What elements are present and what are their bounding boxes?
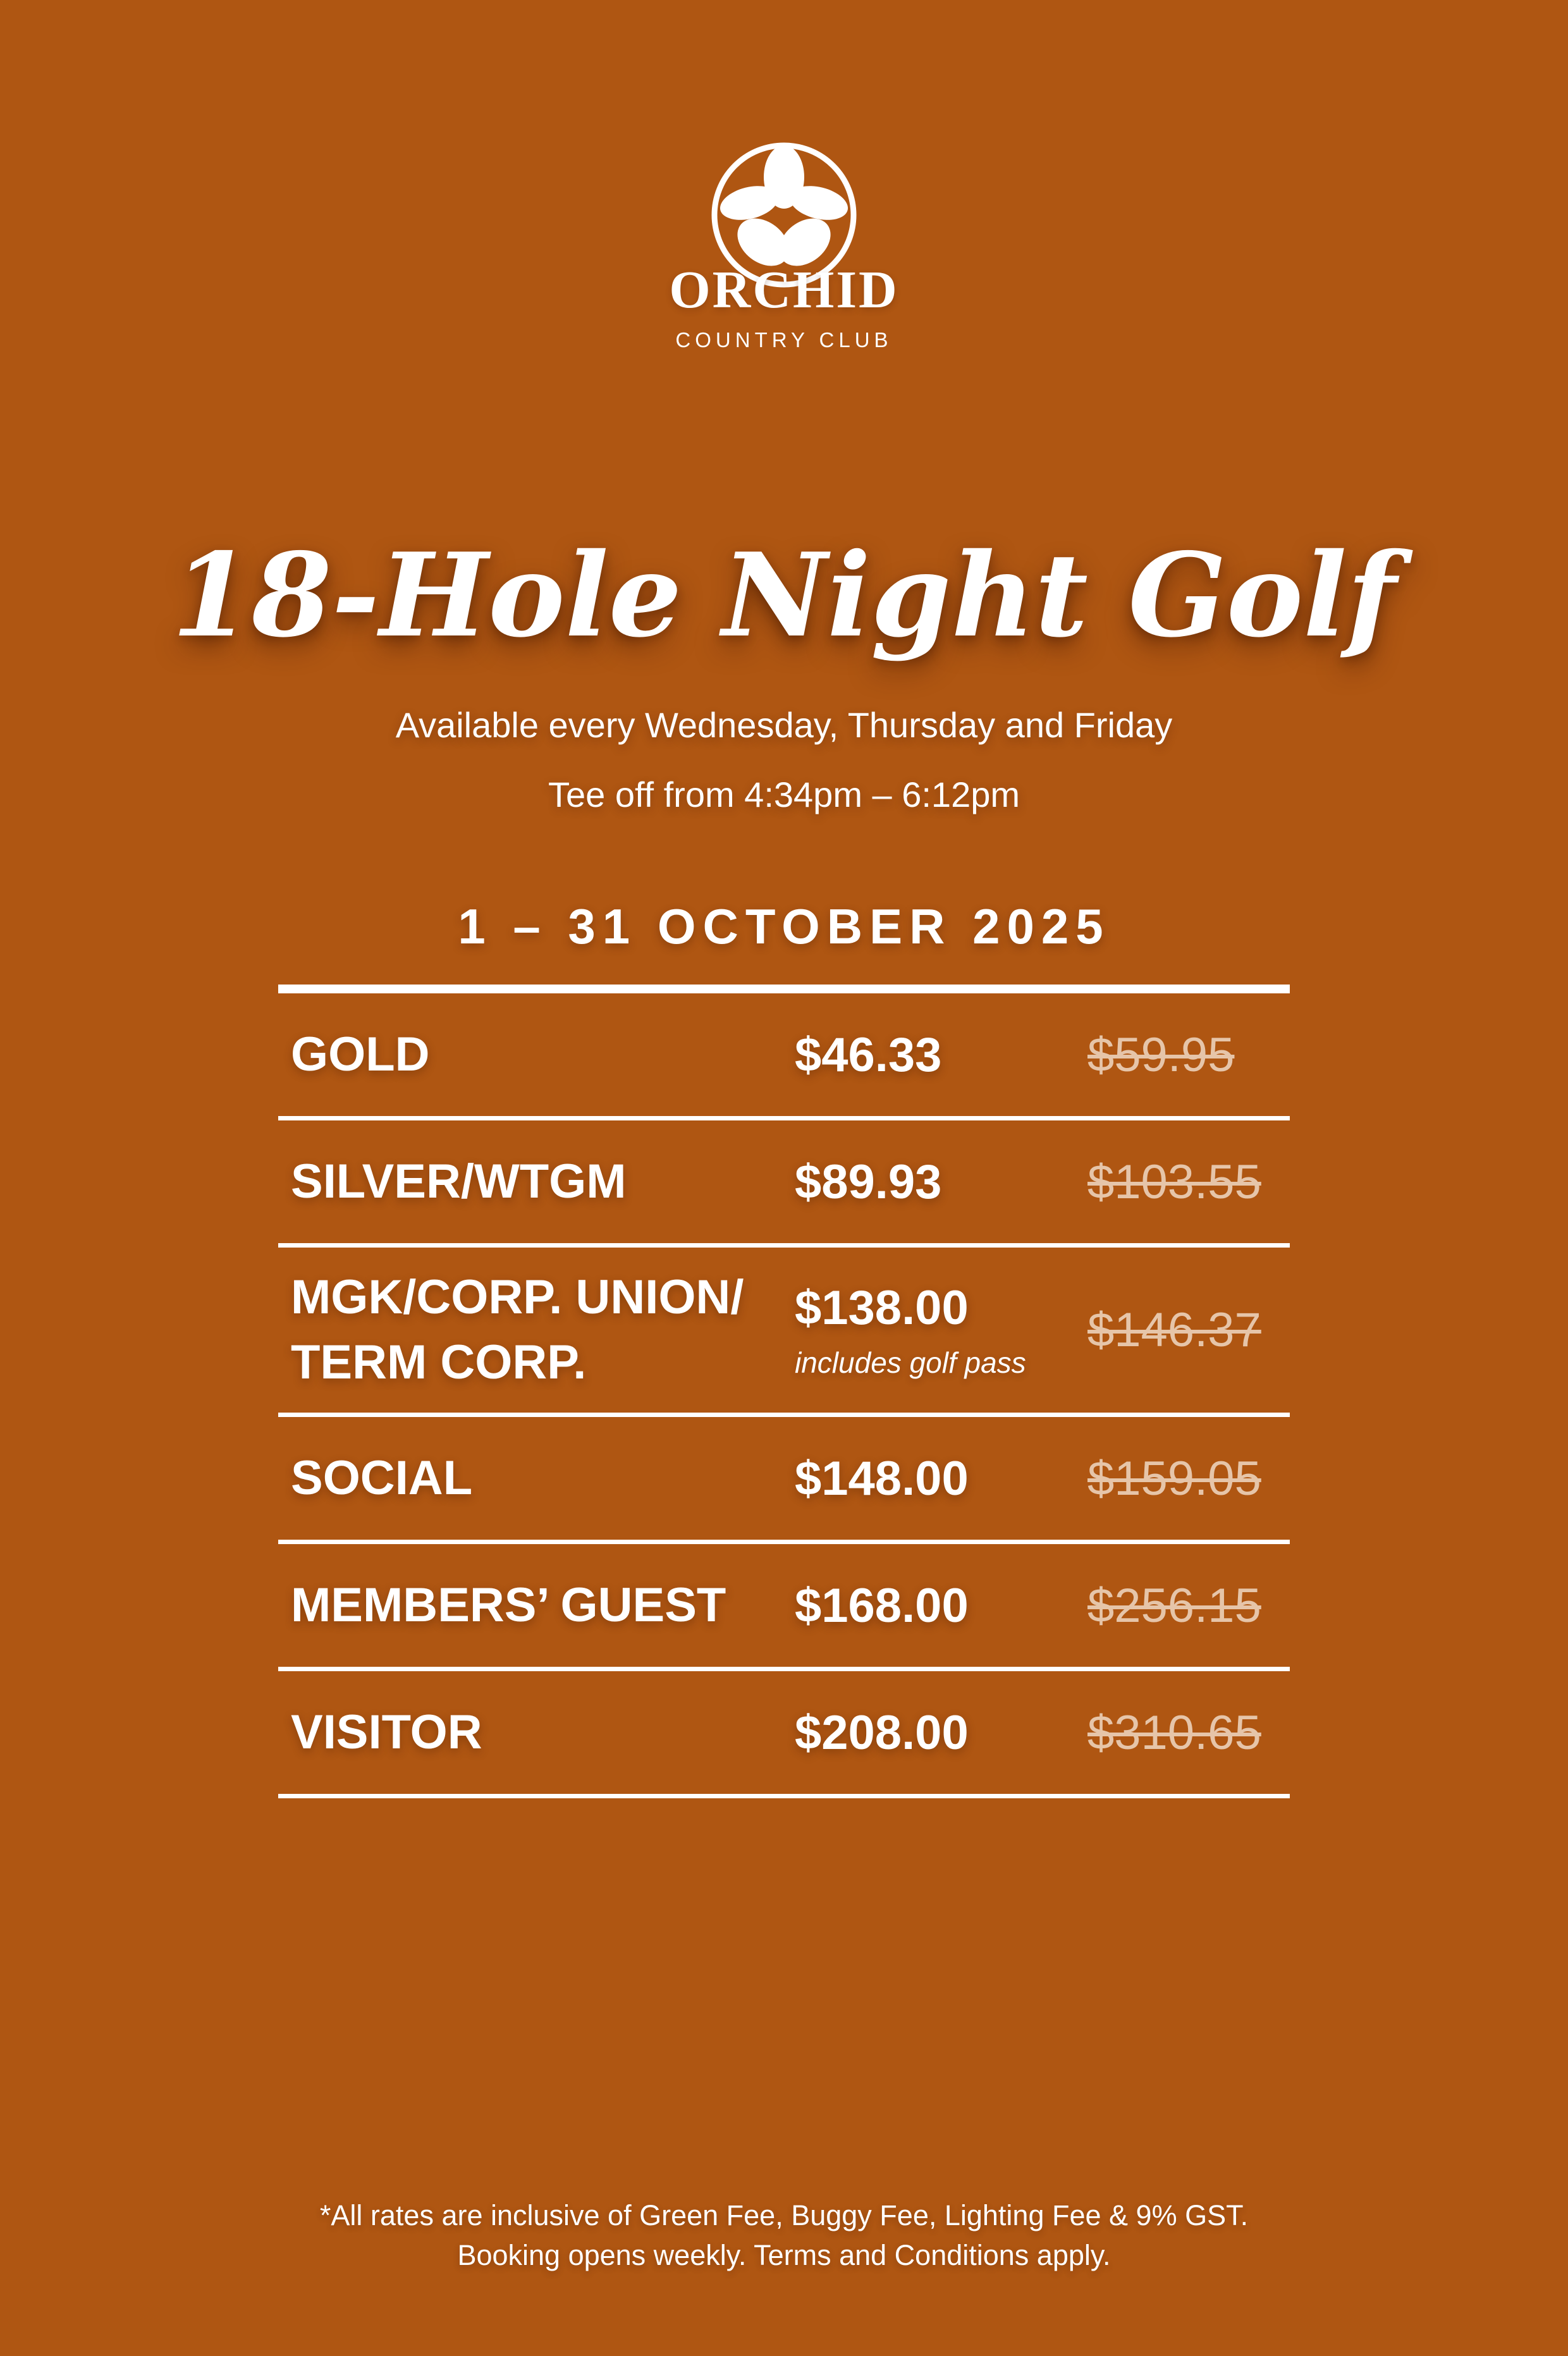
rates-table <box>278 985 1290 1798</box>
date-range-heading: 1 – 31 OCTOBER 2025 <box>458 899 1110 955</box>
club-logo <box>651 138 917 352</box>
rate-price: $138.00 <box>795 1281 969 1335</box>
rate-row <box>278 989 1290 1116</box>
rate-category: MGK/CORP. UNION/ TERM CORP. <box>291 1270 744 1389</box>
rate-category: MEMBERS’ GUEST <box>291 1578 726 1633</box>
rate-price-cell <box>795 1578 1087 1633</box>
availability-text: Available every Wednesday, Thursday and Friday <box>395 705 1173 745</box>
rate-price-cell <box>795 1155 1087 1210</box>
rate-category: GOLD <box>291 1028 430 1081</box>
rate-original-price: $310.65 <box>1087 1705 1261 1760</box>
rate-price-cell <box>795 1280 1087 1380</box>
rate-row <box>278 1243 1290 1413</box>
rate-original-price: $256.15 <box>1087 1578 1261 1633</box>
rate-price: $148.00 <box>795 1451 969 1506</box>
rate-price-cell <box>795 1028 1087 1083</box>
rate-row <box>278 1540 1290 1667</box>
rate-price-cell <box>795 1451 1087 1506</box>
rate-price: $46.33 <box>795 1028 942 1082</box>
night-golf-poster <box>0 138 1568 2271</box>
rate-price-cell <box>795 1705 1087 1760</box>
rate-price: $89.93 <box>795 1155 942 1209</box>
rate-price: $168.00 <box>795 1578 969 1633</box>
rate-note: includes golf pass <box>795 1346 1026 1380</box>
club-subtitle: COUNTRY CLUB <box>675 328 893 352</box>
rate-original-price: $146.37 <box>1087 1303 1261 1358</box>
rate-row <box>278 1667 1290 1794</box>
rate-category: SOCIAL <box>291 1451 473 1506</box>
rate-original-price: $103.55 <box>1087 1155 1261 1209</box>
rate-row <box>278 1116 1290 1243</box>
rate-original-price: $159.05 <box>1087 1451 1261 1506</box>
footer-note <box>0 2195 1568 2275</box>
rate-price: $208.00 <box>795 1705 969 1760</box>
tee-off-text: Tee off from 4:34pm – 6:12pm <box>548 775 1020 815</box>
rate-category: VISITOR <box>291 1705 482 1760</box>
page-title: 18-Hole Night Golf <box>171 527 1397 663</box>
footer-line-2: Booking opens weekly. Terms and Conditions apply. <box>457 2239 1111 2271</box>
club-name: ORCHID <box>669 261 899 319</box>
footer-line-1: *All rates are inclusive of Green Fee, Buggy Fee, Lighting Fee & 9% GST. <box>319 2199 1249 2231</box>
rate-row <box>278 1413 1290 1540</box>
rate-category: SILVER/WTGM <box>291 1155 627 1208</box>
schedule-text <box>0 690 1568 830</box>
rate-original-price: $59.95 <box>1087 1028 1235 1082</box>
